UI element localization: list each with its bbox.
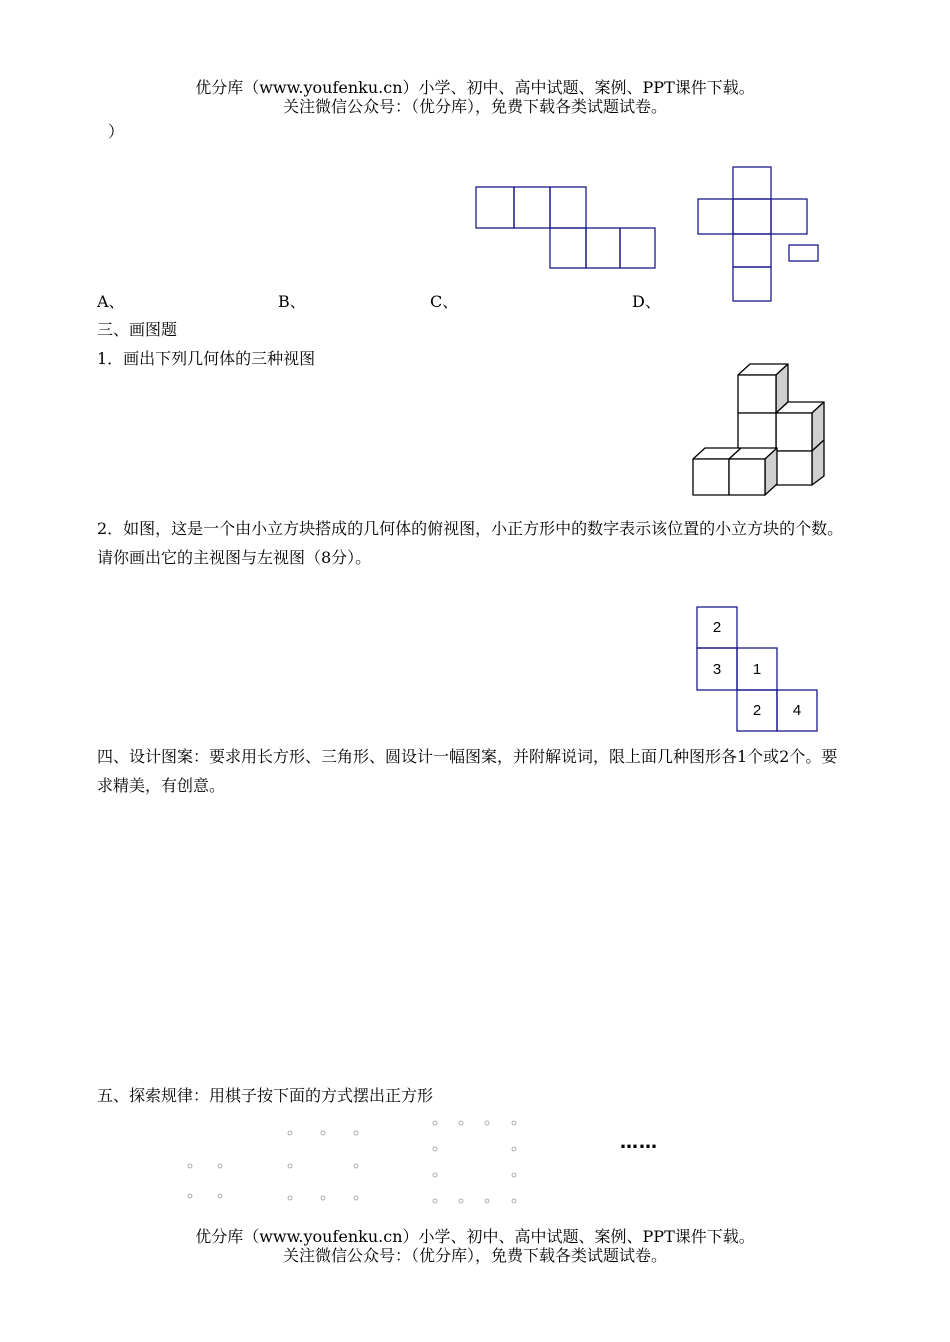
net-figure-d bbox=[690, 160, 830, 305]
grid-cell-2: 3 bbox=[712, 661, 722, 678]
grid-cell-4: 2 bbox=[752, 702, 762, 719]
ellipsis: …… bbox=[620, 1132, 658, 1153]
option-d: D、 bbox=[632, 292, 661, 311]
net-figure-c bbox=[470, 180, 670, 280]
footer-line-2: 关注微信公众号：（优分库），免费下载各类试题试卷。 bbox=[282, 1246, 667, 1265]
footer-line-1: 优分库（www.youfenku.cn）小学、初中、高中试题、案例、PPT课件下载。 bbox=[195, 1227, 755, 1246]
question-fragment: ） bbox=[108, 122, 125, 141]
section-3-question-2: 2．如图，这是一个由小立方块搭成的几何体的俯视图，小正方形中的数字表示该位置的小立方块的个数。请你画出它的主视图与左视图（8分）。 bbox=[97, 519, 844, 567]
header-line-2: 关注微信公众号：（优分库），免费下载各类试题试卷。 bbox=[282, 97, 667, 116]
option-b: B、 bbox=[278, 292, 306, 311]
chess-pattern-1 bbox=[180, 1158, 230, 1203]
chess-pattern-3 bbox=[425, 1114, 525, 1209]
option-a: A、 bbox=[97, 292, 125, 311]
grid-cell-5: 4 bbox=[792, 702, 802, 719]
section-4-text: 四、设计图案：要求用长方形、三角形、圆设计一幅图案，并附解说词，限上面几种图形各1个或2个。要求精美，有创意。 bbox=[97, 747, 838, 795]
chess-pattern-2 bbox=[280, 1124, 370, 1204]
header-line-1: 优分库（www.youfenku.cn）小学、初中、高中试题、案例、PPT课件下载。 bbox=[195, 78, 755, 97]
section-3-title: 三、画图题 bbox=[97, 320, 178, 339]
cube-stack-figure bbox=[690, 362, 830, 502]
top-view-grid bbox=[696, 606, 818, 732]
option-c: C、 bbox=[430, 292, 459, 311]
section-5-title: 五、探索规律：用棋子按下面的方式摆出正方形 bbox=[97, 1086, 434, 1105]
grid-cell-1: 2 bbox=[712, 619, 722, 636]
grid-cell-3: 1 bbox=[752, 661, 762, 678]
section-3-question-1: 1．画出下列几何体的三种视图 bbox=[97, 349, 316, 368]
